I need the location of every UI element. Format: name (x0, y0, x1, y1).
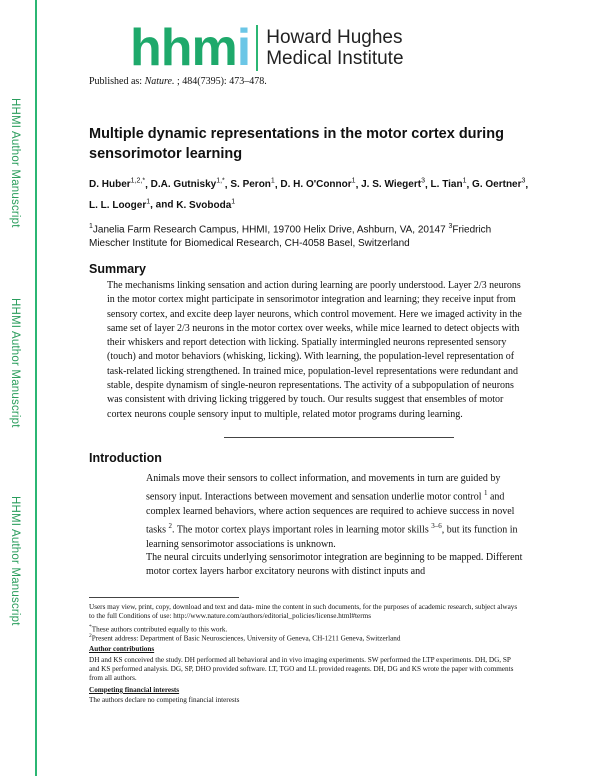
citation: Published as: Nature. ; 484(7395): 473–478. (89, 76, 267, 87)
author: J. S. Wiegert$^3$ (361, 178, 425, 191)
footnote-divider (89, 597, 239, 598)
section-divider (224, 437, 454, 438)
intro-paragraph-2: The neural circuits underlying sensorimotor integration are beginning to be mapped. Different motor cortex layers harbor excitatory neurons with distinct inputs and (146, 552, 523, 578)
footnote-present-address: $^2$Present address: Department of Basic Neurosciences, University of Geneva, CH-1211 Geneva, Switzerland (89, 633, 401, 643)
author: G. Oertner$^3$ (472, 178, 526, 191)
sidebar-label-middle: HHMI Author Manuscript (9, 298, 21, 428)
author-contributions-text: DH and KS conceived the study. DH performed all behavioral and in vivo imaging experiments. SW performed the LTP experiments. DH, DG, SP and KS performed analysis. DG, SP, DHO provided software. LT, TGO and LL provided reagents. DH, DG and KS wrote the paper with comments from all authors. (89, 656, 514, 682)
author: D. H. O'Connor$^1$ (280, 178, 356, 191)
logo-mark: hhmi (130, 19, 251, 77)
sidebar-label-bottom: HHMI Author Manuscript (9, 496, 21, 626)
footnote-equal-contribution: *These authors contributed equally to this work. (89, 624, 228, 634)
introduction-heading: Introduction (89, 451, 162, 465)
footnote-terms: Users may view, print, copy, download and text and data- mine the content in such documents, for the purposes of academic research, subject always to the full Conditions of use: http://www.nature.com/authors/editorial_policies/license.html#terms (89, 603, 518, 620)
author: K. Svoboda$^1$ (176, 198, 236, 211)
competing-interests-text: The authors declare no competing financial interests (89, 696, 240, 704)
author: S. Peron$^1$ (230, 178, 275, 191)
logo-divider (256, 25, 258, 71)
journal-name: Nature. (144, 76, 175, 87)
author-contributions-heading: Author contributions (89, 645, 155, 653)
author: D.A. Gutnisky$^{1,*}$ (150, 178, 225, 191)
paper-title: Multiple dynamic representations in the motor cortex during sensorimotor learning (89, 126, 504, 162)
author: L. Tian$^1$ (430, 178, 467, 191)
sidebar-label-top: HHMI Author Manuscript (9, 98, 21, 228)
author-list: D. Huber$^{1,2,*}$, D.A. Gutnisky$^{1,*}$, S. Peron$^1$, D. H. O'Connor$^1$, J. S. Wiegert$^3$, L. Tian$^1$, G. Oertner$^3$, L. L. Looger$^1$, and K. Svoboda$^1$ (89, 178, 529, 211)
author: L. L. Looger$^1$ (89, 198, 151, 211)
hhmi-logo (130, 19, 404, 77)
author: D. Huber$^{1,2,*}$ (89, 178, 146, 191)
competing-interests-heading: Competing financial interests (89, 686, 180, 694)
affiliations: $^1$Janelia Farm Research Campus, HHMI, 19700 Helix Drive, Ashburn, VA, 20147 $^3$Friedrich Miescher Institute for Biomedical Research, CH-4058 Basel, Switzerland (89, 223, 492, 250)
summary-text: The mechanisms linking sensation and action during learning are poorly understood. Layer 2/3 neurons in the motor cortex might participate in sensorimotor integration and learning; they receive input from sensory cortex, and excite deep layer neurons, which control movement. Here we imaged activity in the same set of layer 2/3 neurons in the motor cortex over weeks, while mice learned to detect objects with their whiskers and report detection with licking. Spatially intermingled neurons represented sensory (touch) and motor behaviors (whisking, licking). With learning, the population-level representation of task-related licking strengthened. In trained mice, population-level representations were redundant and stable, despite dynamism of single-neuron representations. The activity of a subpopulation of neurons was consistent with driving licking triggered by touch. Our results suggest that ensembles of motor cortex neurons couple sensory input to multiple, related motor programs during learning. (107, 280, 522, 420)
summary-heading: Summary (89, 262, 146, 276)
logo-wordmark: Howard Hughes Medical Institute (266, 27, 404, 69)
sidebar-rule (35, 0, 37, 776)
intro-paragraph-1: Animals move their sensors to collect information, and movements in turn are guided by sensory input. Interactions between movement and sensation underlie motor control $^1$ and complex learned behaviors, where action sequences are required to achieve success in novel tasks $^2$. The motor cortex plays important roles in learning motor skills $^{3-6}$, but its function in learning sensorimotor associations is unknown. (146, 473, 518, 550)
